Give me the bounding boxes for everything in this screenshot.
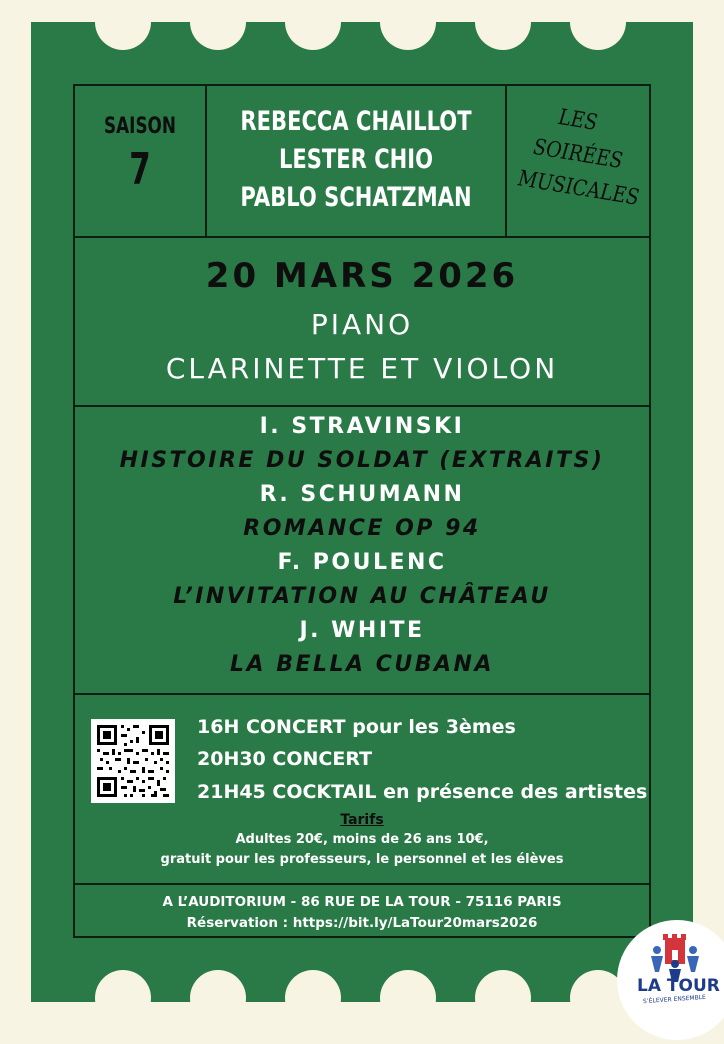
artist-name: LESTER CHIO [278,144,434,175]
ticket-hole [475,970,531,1026]
work-title: LA BELLA CUBANA [230,652,494,677]
series-title-line: MUSICALES [516,166,641,211]
ticket-hole [190,970,246,1026]
venue-address: A L’AUDITORIUM - 86 RUE DE LA TOUR - 75116 PARIS [162,894,562,910]
composer-name: R. SCHUMANN [259,482,465,507]
tarifs-line: gratuit pour les professeurs, le personnel et les élèves [160,852,564,867]
season-label: SAISON [104,114,176,139]
concert-date: 20 MARS 2026 [205,256,519,296]
logo-name: LA TOUR [637,976,720,996]
tarifs-heading: Tarifs [340,812,384,828]
program-row [75,407,649,695]
composer-name: F. POULENC [277,550,447,575]
schedule-item: 21H45 COCKTAIL en présence des artistes [197,781,648,803]
schedule-row [75,695,649,885]
work-title: HISTOIRE DU SOLDAT (EXTRAITS) [119,448,605,473]
series-title-box [507,86,649,236]
artist-name: REBECCA CHAILLOT [240,106,472,137]
content-frame [73,84,651,938]
tarifs-line: Adultes 20€, moins de 26 ans 10€, [235,832,489,847]
schedule-item: 20H30 CONCERT [197,748,373,770]
ticket-hole [380,970,436,1026]
footer-row [75,885,649,936]
season-box [75,86,207,236]
logo-tagline: S’ÉLEVER ENSEMBLE [642,993,707,1006]
reservation-qr-code[interactable] [91,719,175,803]
series-title-line: SOIRÉES [532,134,624,175]
instrument-line: PIANO [310,308,414,341]
work-title: L’INVITATION AU CHÂTEAU [173,584,551,609]
composer-name: J. WHITE [299,618,425,643]
ticket-hole [95,970,151,1026]
schedule-item: 16H CONCERT pour les 3èmes [197,716,516,738]
series-title-line: LES [557,104,599,137]
work-title: ROMANCE OP 94 [243,516,481,541]
composer-name: I. STRAVINSKI [259,414,465,439]
ticket-hole [285,970,341,1026]
artist-name: PABLO SCHATZMAN [240,182,472,213]
date-instruments-row [75,238,649,407]
artists-box [207,86,507,236]
reservation-link[interactable]: Réservation : https://bit.ly/LaTour20mars2026 [186,915,538,931]
instrument-line: CLARINETTE ET VIOLON [165,352,559,385]
header-row [75,86,649,238]
season-number: 7 [129,144,151,195]
